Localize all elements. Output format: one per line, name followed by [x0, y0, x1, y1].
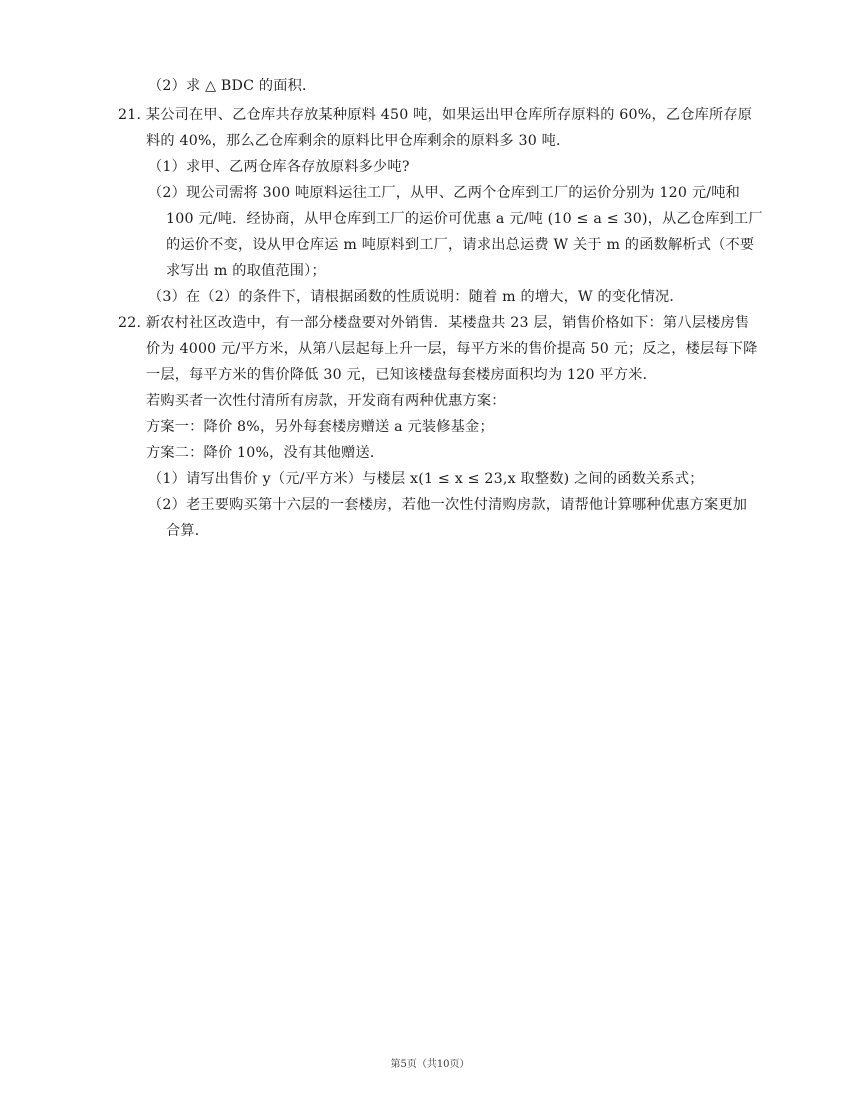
q21-part2-line1: （2）现公司需将 300 吨原料运往工厂，从甲、乙两个仓库到工厂的运价分别为 120 元/吨和: [148, 185, 740, 201]
q22-stem-line3: 一层，每平方米的售价降低 30 元，已知该楼盘每套楼房面积均为 120 平方米．: [146, 367, 657, 383]
q22-part2-line1: （2）老王要购买第十六层的一套楼房，若他一次性付清购房款，请帮他计算哪种优惠方案更加: [148, 497, 748, 513]
q22-part2-line2: 合算．: [166, 523, 210, 539]
q21-part2-line3: 的运价不变，设从甲仓库运 m 吨原料到工厂，请求出总运费 W 关于 m 的函数解析式（不要: [166, 237, 755, 253]
q21-part3: （3）在（2）的条件下，请根据函数的性质说明：随着 m 的增大，W 的变化情况．: [148, 289, 684, 305]
page-footer: 第5页（共10页）: [390, 1059, 470, 1070]
q22-stem-line2: 价为 4000 元/平方米，从第八层起每上升一层，每平方米的售价提高 50 元；反之，楼层每下降: [146, 341, 758, 357]
q21-part2-line4: 求写出 m 的取值范围）；: [166, 263, 326, 279]
q21-stem-line2: 料的 40%，那么乙仓库剩余的原料比甲仓库剩余的原料多 30 吨．: [146, 133, 571, 149]
q21-stem-line1: 21. 某公司在甲、乙仓库共存放某种原料 450 吨，如果运出甲仓库所存原料的 60%，乙仓库所存原: [118, 107, 753, 123]
q22-stem-line1: 22. 新农村社区改造中，有一部分楼盘要对外销售．某楼盘共 23 层，销售价格如下：第八层楼房售: [118, 315, 750, 331]
q21-part1: （1）求甲、乙两仓库各存放原料多少吨?: [148, 159, 410, 175]
q22-plan-two: 方案二：降价 10%，没有其他赠送．: [146, 445, 385, 461]
q22-part1: （1）请写出售价 y（元/平方米）与楼层 x(1 ≤ x ≤ 23,x 取整数) 之间的函数关系式；: [148, 471, 704, 487]
q22-offer-intro: 若购买者一次性付清所有房款，开发商有两种优惠方案：: [146, 393, 506, 409]
q20-part2: （2）求 △ BDC 的面积．: [148, 78, 317, 94]
q22-plan-one: 方案一：降价 8%，另外每套楼房赠送 a 元装修基金；: [146, 419, 494, 435]
q21-part2-line2: 100 元/吨．经协商，从甲仓库到工厂的运价可优惠 a 元/吨 (10 ≤ a ≤ 30)，从乙仓库到工厂: [166, 211, 763, 227]
